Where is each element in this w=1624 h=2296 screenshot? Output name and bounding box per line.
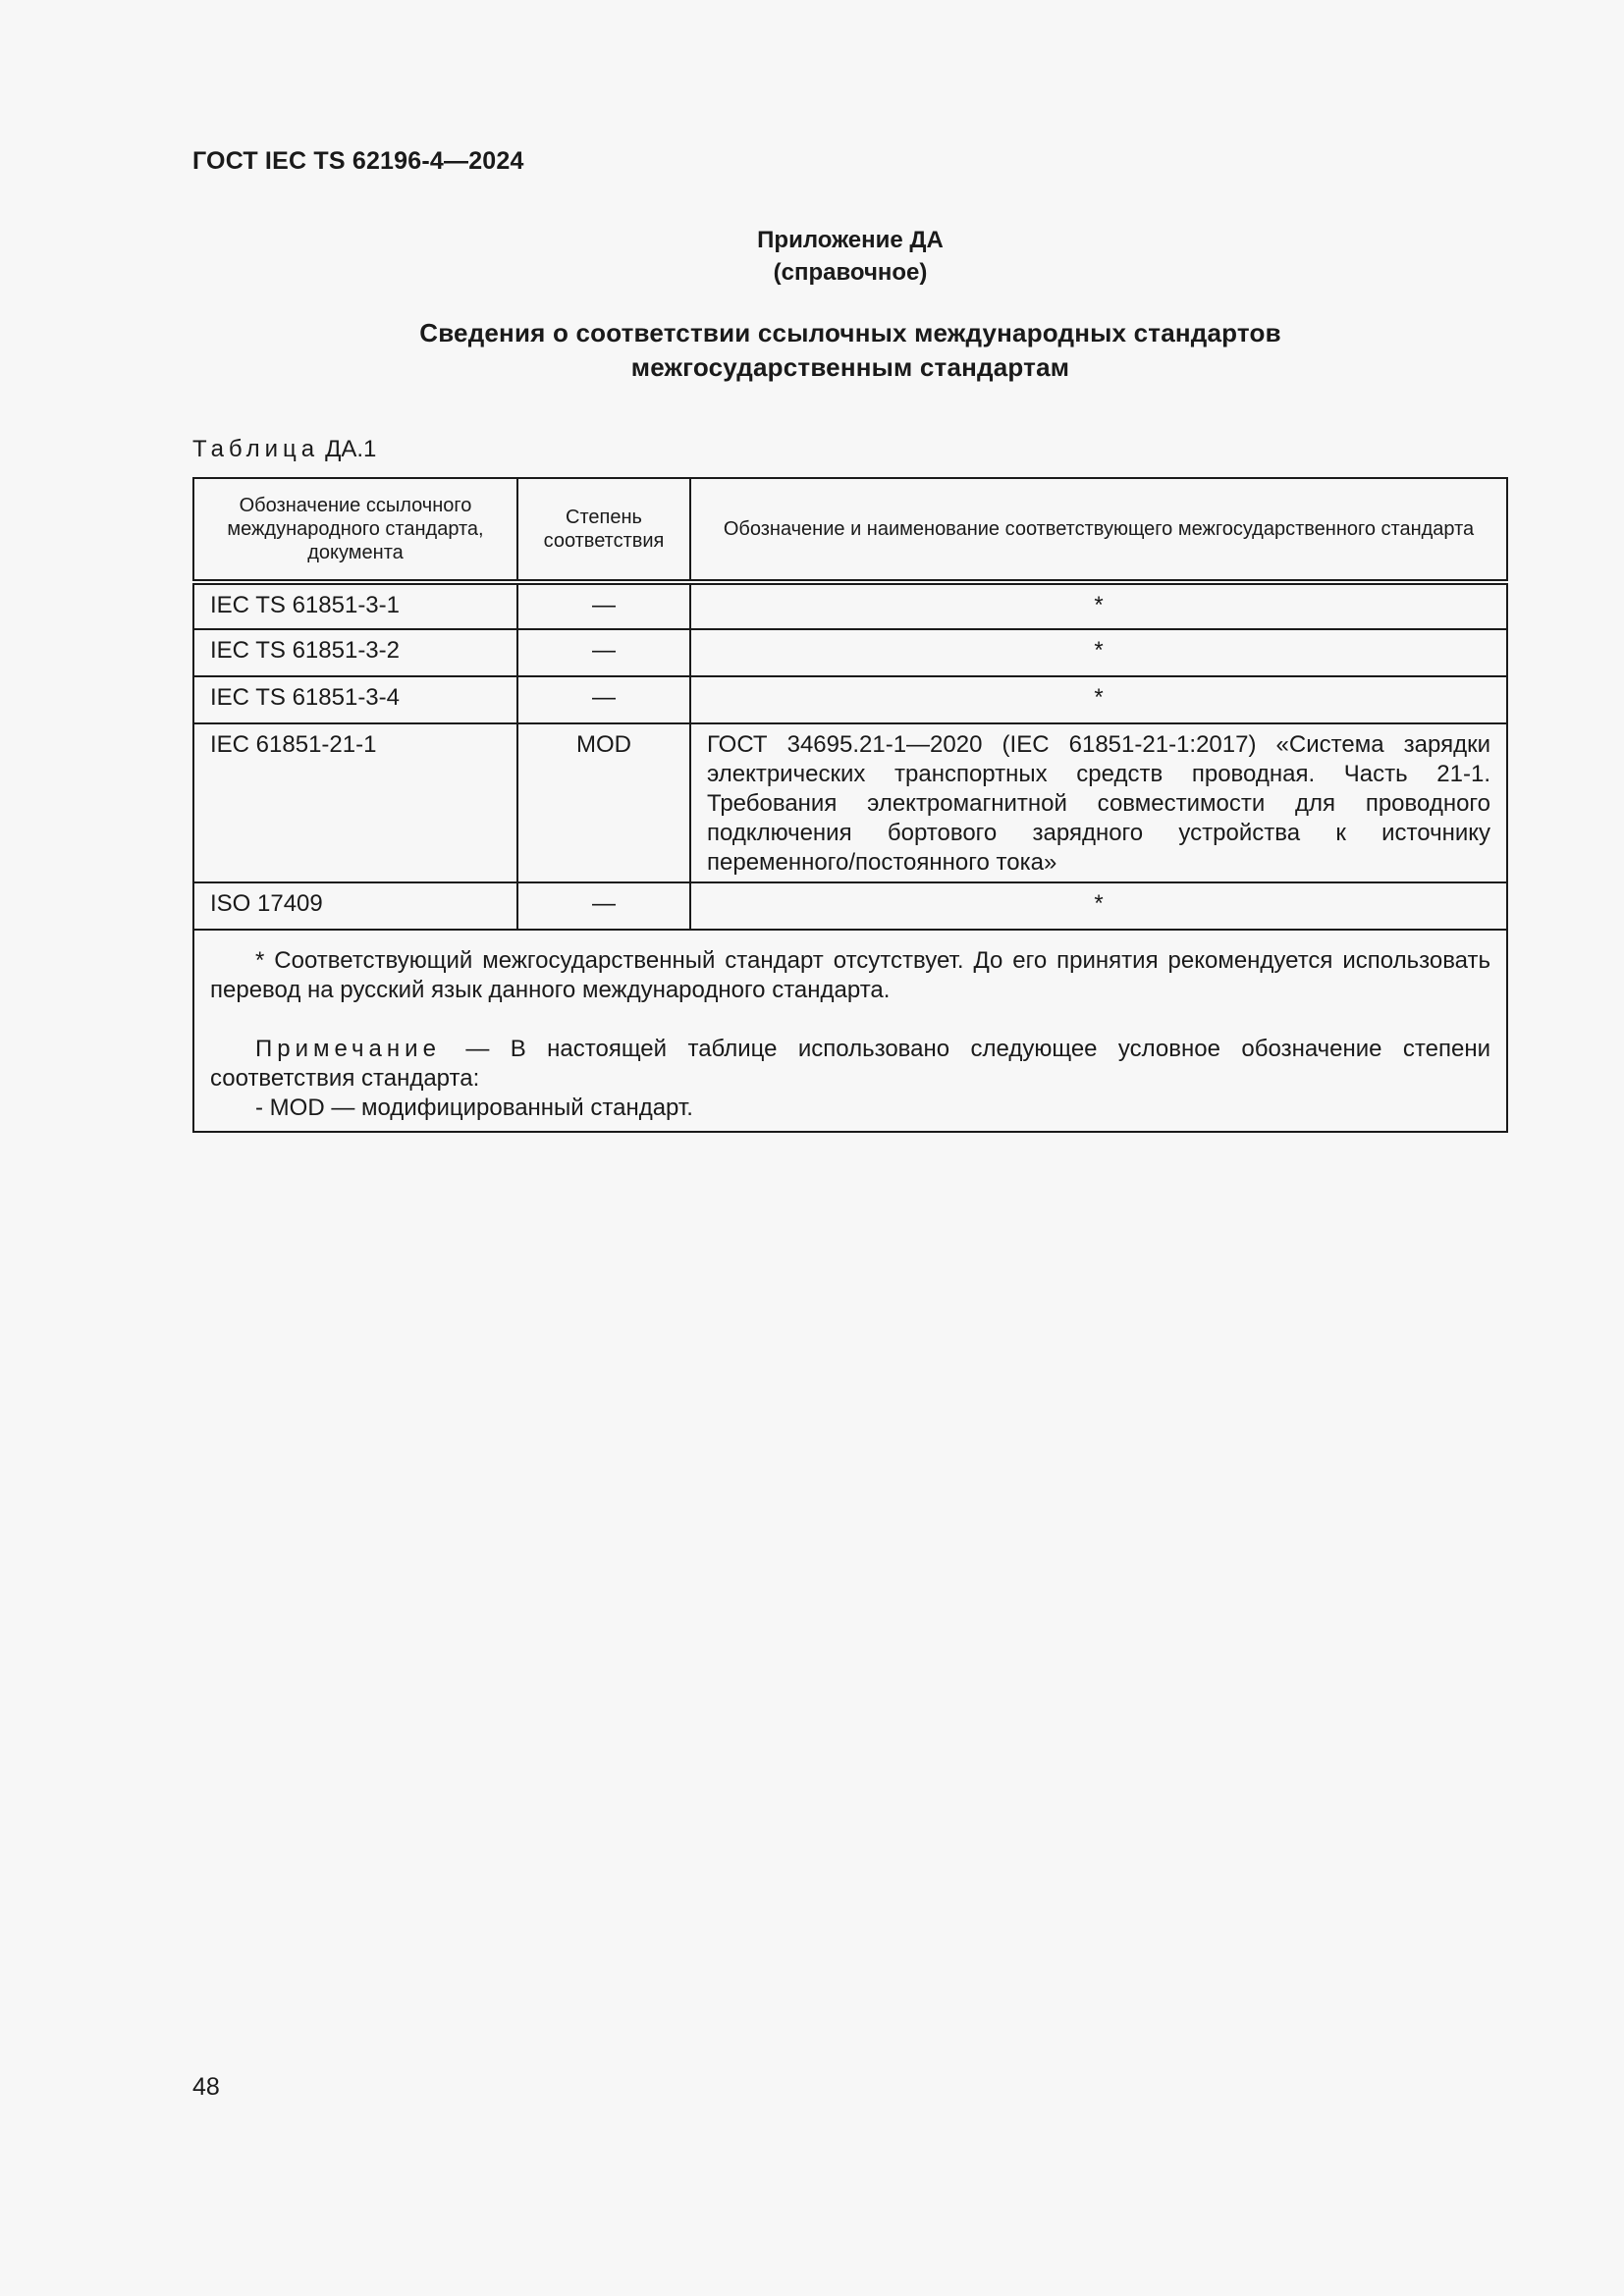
cell-degree: — [517, 676, 690, 723]
table-row [193, 676, 1507, 723]
cell-ref: IEC TS 61851-3-1 [193, 582, 517, 629]
table-footer-cell [193, 930, 1507, 1132]
note-label: Примечание [255, 1036, 441, 1062]
correspondence-table [192, 477, 1508, 1133]
note-item: - MOD — модифицированный стандарт. [255, 1095, 693, 1121]
annex-heading [192, 224, 1508, 289]
cell-ref: IEC TS 61851-3-2 [193, 629, 517, 676]
cell-desc: * [690, 676, 1507, 723]
annex-title-line-2: межгосударственным стандартам [630, 352, 1070, 382]
cell-ref: ISO 17409 [193, 882, 517, 930]
cell-degree: — [517, 582, 690, 629]
annex-title [192, 316, 1508, 385]
cell-desc: * [690, 882, 1507, 930]
table-caption [192, 436, 376, 463]
page-number: 48 [192, 2073, 220, 2101]
cell-ref: IEC TS 61851-3-4 [193, 676, 517, 723]
table-row [193, 629, 1507, 676]
table-footer-row [193, 930, 1507, 1132]
cell-degree: MOD [517, 723, 690, 882]
header-interstate-standard: Обозначение и наименование соответствующего межгосударственного стандарта [690, 478, 1507, 582]
table-caption-number: ДА.1 [325, 436, 377, 462]
annex-title-line-1: Сведения о соответствии ссылочных международных стандартов [419, 318, 1281, 347]
cell-desc: * [690, 629, 1507, 676]
document-header: ГОСТ IEC TS 62196-4—2024 [192, 147, 524, 175]
cell-ref: IEC 61851-21-1 [193, 723, 517, 882]
annex-type: (справочное) [773, 259, 928, 286]
note-text: — В настоящей таблице использовано следующее условное обозначение степени соответствия стандарта: [210, 1036, 1490, 1092]
cell-desc: ГОСТ 34695.21-1—2020 (IEC 61851-21-1:2017) «Система зарядки электрических транспортных средств проводная. Часть 21-1. Требования электромагнитной совместимости для проводного подключения бортового зарядного устройства к источнику переменного/постоянного тока» [690, 723, 1507, 882]
cell-desc: * [690, 582, 1507, 629]
table-row [193, 882, 1507, 930]
cell-degree: — [517, 629, 690, 676]
table-row [193, 582, 1507, 629]
header-ref-standard: Обозначение ссылочного международного стандарта, документа [193, 478, 517, 582]
header-degree: Степень соответствия [517, 478, 690, 582]
annex-label: Приложение ДА [757, 227, 944, 253]
note [210, 1035, 1490, 1094]
footnote: * Соответствующий межгосударственный стандарт отсутствует. До его принятия рекомендуется использовать перевод на русский язык данного международного стандарта. [210, 947, 1490, 1003]
cell-degree: — [517, 882, 690, 930]
table-caption-word: Таблица [192, 436, 320, 462]
table-header-row [193, 478, 1507, 582]
table-row [193, 723, 1507, 882]
